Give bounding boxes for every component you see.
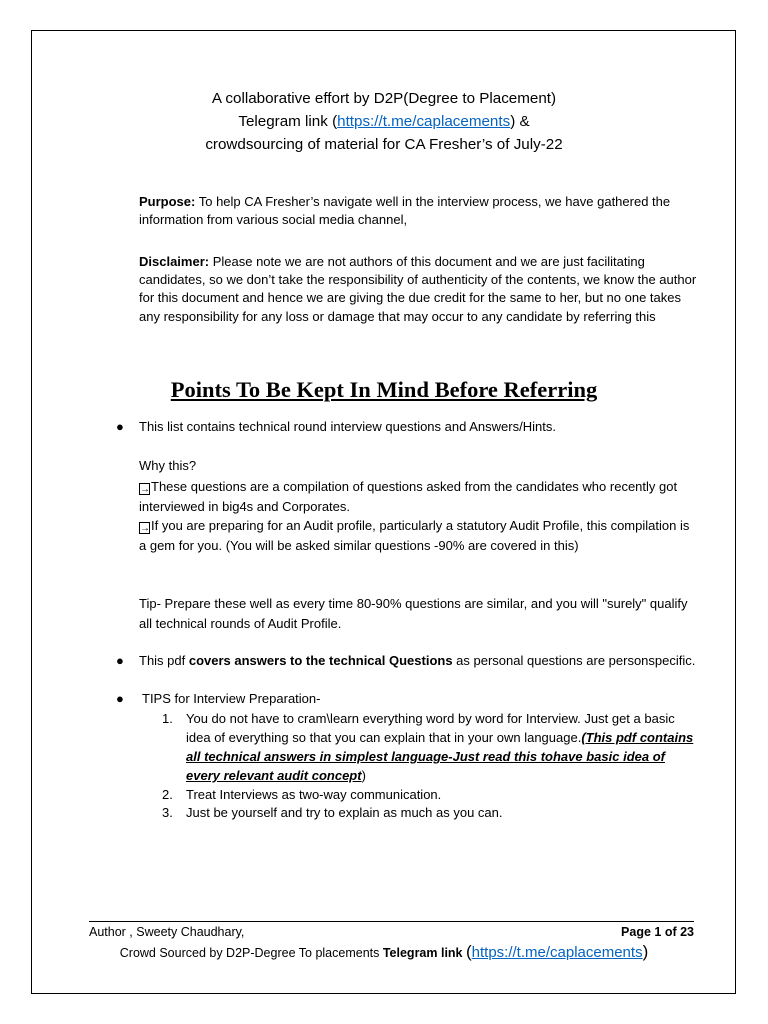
purpose-label: Purpose: xyxy=(139,194,196,209)
bullet-1-text: This list contains technical round interview questions and Answers/Hints. xyxy=(139,419,556,434)
why-this-label: Why this? xyxy=(139,458,197,473)
why-point-2 xyxy=(139,516,699,555)
disclaimer-text: Please note we are not authors of this document and we are just facilitating candidates, so we don’t take the responsibility of authenticity of the contents, we know the author for this document and hence we are giving the due credit for the same to her, but no one takes any responsibility for any loss or damage that may occur to any candidate by referring this xyxy=(139,254,697,324)
bullet-3-title: TIPS for Interview Preparation- xyxy=(142,691,321,706)
tips-item-1-note: (This pdf contains all technical answers in simplest language-Just read this tohave basic idea of every relevant audit concept xyxy=(186,730,694,783)
tips-item-1 xyxy=(162,709,702,785)
credit-pre: Crowd Sourced by D2P-Degree To placements xyxy=(119,946,383,960)
bullet-2-bold: covers answers to the technical Questions xyxy=(188,653,453,668)
credit-bold: Telegram link xyxy=(382,946,466,960)
page-of: of xyxy=(661,925,681,939)
disclaimer-paragraph xyxy=(139,253,699,326)
why-point-1-text: These questions are a compilation of questions asked from the candidates who recently got interviewed in big4s and Corporates. xyxy=(139,479,678,514)
document-header xyxy=(40,87,728,156)
purpose-paragraph xyxy=(139,193,699,229)
footer-telegram-link[interactable]: https://t.me/caplacements xyxy=(471,944,643,961)
purpose-text: To help CA Fresher’s navigate well in the interview process, we have gathered the information from various social media channel, xyxy=(139,194,671,228)
page-current: 1 xyxy=(654,925,662,939)
tips-item-number: 2. xyxy=(162,787,173,802)
why-point-1 xyxy=(139,477,699,516)
bullet-2-pre: This pdf xyxy=(139,653,189,668)
telegram-link[interactable]: https://t.me/caplacements xyxy=(337,113,511,130)
tips-item-1-close: ) xyxy=(361,768,366,783)
tips-item-number: 3. xyxy=(162,805,173,820)
disclaimer-label: Disclaimer: xyxy=(139,254,210,269)
credit-open-paren: ( xyxy=(465,942,472,961)
header-line-3: crowdsourcing of material for CA Fresher’s of July-22 xyxy=(205,136,563,153)
header-line-2 xyxy=(40,110,728,133)
bullet-2-text xyxy=(139,651,699,671)
bullet-icon: ● xyxy=(116,653,124,668)
section-heading: Points To Be Kept In Mind Before Referring xyxy=(170,377,598,402)
arrow-box-icon: → xyxy=(140,523,150,534)
tip-text: Tip- Prepare these well as every time 80-90% questions are similar, and you will "surely" qualify all technical rounds of Audit Profile. xyxy=(139,596,688,631)
bullet-icon: ● xyxy=(116,419,124,434)
tips-item-number: 1. xyxy=(162,711,173,726)
header-line-2-post: ) & xyxy=(510,113,530,130)
footer-author: Author , Sweety Chaudhary, xyxy=(89,925,245,939)
footer-page-number xyxy=(621,925,694,939)
credit-close-paren: ) xyxy=(642,942,649,961)
tips-item-2 xyxy=(162,785,702,804)
bullet-2-post: as personal questions are personspecific. xyxy=(452,653,696,668)
page-label: Page xyxy=(621,925,655,939)
why-point-2-text: If you are preparing for an Audit profile, particularly a statutory Audit Profile, this compilation is a gem for you. (You will be asked similar questions -90% are covered in this) xyxy=(139,518,690,553)
arrow-box-icon: → xyxy=(140,484,150,495)
tips-item-3-text: Just be yourself and try to explain as much as you can. xyxy=(186,805,503,820)
tips-item-2-text: Treat Interviews as two-way communication. xyxy=(186,787,442,802)
footer-credit xyxy=(40,942,728,963)
header-line-1: A collaborative effort by D2P(Degree to Placement) xyxy=(211,90,557,107)
tips-item-3 xyxy=(162,803,702,822)
page-total: 23 xyxy=(680,925,694,939)
tips-item-1-text: You do not have to cram\learn everything word by word for Interview. Just get a basic idea of everything so that you can explain that in your own language. xyxy=(186,711,675,745)
header-line-2-pre: Telegram link ( xyxy=(238,113,338,130)
bullet-icon: ● xyxy=(116,691,124,706)
footer-divider xyxy=(89,921,694,922)
